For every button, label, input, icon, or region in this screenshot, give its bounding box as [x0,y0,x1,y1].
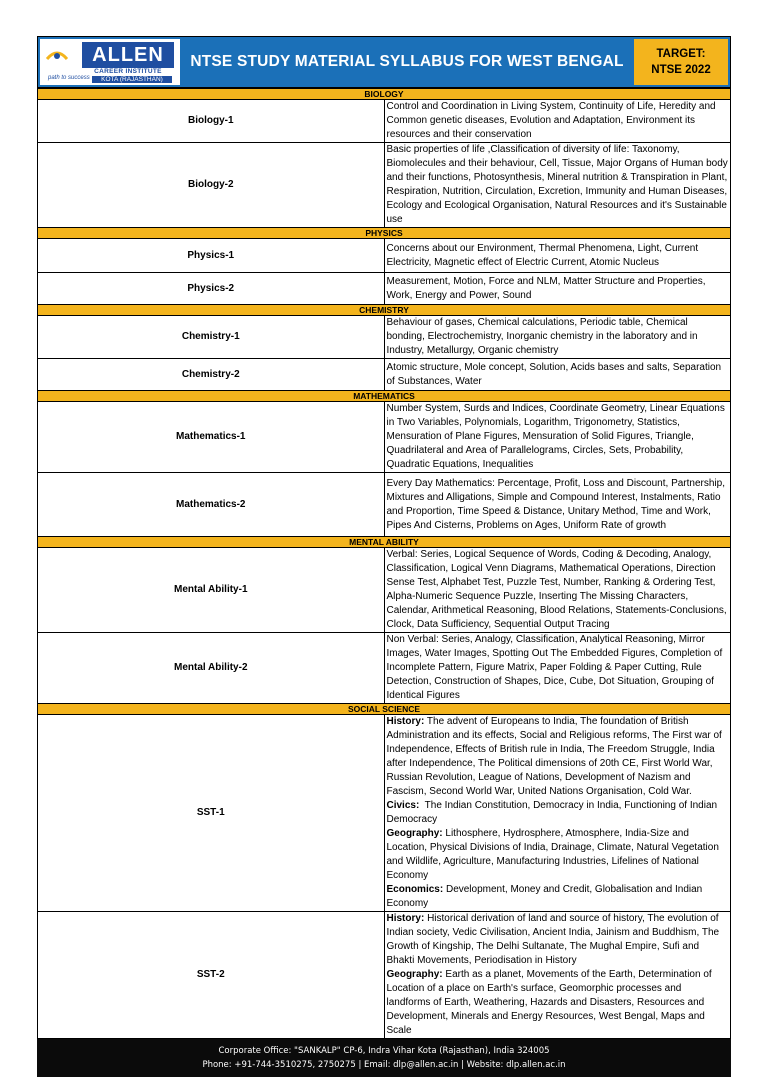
footer-contact: Phone: +91-744-3510275, 2750275 | Email: dlp@allen.ac.in | Website: dlp.allen.ac.in [202,1060,566,1070]
target-value: NTSE 2022 [651,64,711,76]
row-label: SST-2 [38,912,385,1039]
section-header-row [38,89,731,100]
section-header-row [38,537,731,548]
page-title: NTSE STUDY MATERIAL SYLLABUS FOR WEST BENGAL [190,53,624,70]
footer-address: Corporate Office: "SANKALP" CP-6, Indra Vihar Kota (Rajasthan), India 324005 [218,1046,550,1056]
row-label: Biology-1 [38,100,385,143]
row-label: Biology-2 [38,143,385,228]
row-content [384,633,731,704]
topic-paragraph [387,827,729,883]
topic-text: Control and Coordination in Living System, Continuity of Life, Heredity and Common genetic diseases, Evolution and Adaptation, Environment its resources and their conservation [386,101,716,140]
row-label: Mathematics-2 [38,473,385,537]
allen-logo [40,39,180,85]
topic-text: Verbal: Series, Logical Sequence of Words, Coding & Decoding, Analogy, Classification, Logical Venn Diagrams, Mathematical Operations, Direction Sense Test, Alphabet Test, Puzzle Test, Number, Ranking & Ordering Test, Alpha-Numeric Sequence Puzzle, Inserting The Missing Characters, Calendar, Arithmetical Reasoning, Blood Relations, Statements-Conclusions, Clock, Data Sufficiency, Sequential Output Tracing [386,549,727,630]
section-title: MATHEMATICS [38,391,731,402]
table-row [38,273,731,305]
row-content [384,100,731,143]
row-content [384,273,731,305]
topic-text: Measurement, Motion, Force and NLM, Matter Structure and Properties, Work, Energy and Power, Sound [386,275,706,301]
table-row [38,715,731,912]
row-content [384,359,731,391]
topic-text: The advent of Europeans to India, The foundation of British Administration and its effects, Social and Religious reforms, The First war of Independence, Effects of British rule in India, The Freedom Struggle, India after Independence, The Political dimensions of 20th CE, First World War, Russian Revolution, League of Nations, Development of Nazism and Fascism, Second World War, United Nations Organisation, Cold War. [386,716,725,797]
section-header-row [38,228,731,239]
row-label: Chemistry-2 [38,359,385,391]
section-title: MENTAL ABILITY [38,537,731,548]
row-content [384,402,731,473]
topic-paragraph [387,968,729,1038]
section-header-row [38,305,731,316]
syllabus-page [37,36,731,1077]
target-label: TARGET: [656,48,706,60]
row-label: Physics-1 [38,239,385,273]
topic-text: Number System, Surds and Indices, Coordinate Geometry, Linear Equations in Two Variables, Polynomials, Logarithm, Trigonometry, Statistics, Mensuration of Plane Figures, Mensuration of Solid Figures, Triangle, Quadrilateral and Area of Parallelograms, Circles, Sets, Probability, Quadratic Equations, Inequalities [386,403,725,470]
topic-paragraph [387,715,729,799]
topic-key: Civics: [386,800,420,811]
section-title: SOCIAL SCIENCE [38,704,731,715]
topic-text: Concerns about our Environment, Thermal Phenomena, Light, Current Electricity, Magnetic effect of Electric Current, Atomic Nucleus [386,242,699,268]
table-row [38,143,731,228]
row-content [384,239,731,273]
table-row [38,633,731,704]
row-content [384,548,731,633]
row-content [384,912,731,1039]
topic-text: Lithosphere, Hydrosphere, Atmosphere, India-Size and Location, Physical Divisions of India, Drainage, Climate, Natural Vegetation and Wildlife, Agriculture, Manufacturing Industries, Lifelines of National Economy [386,828,722,881]
syllabus-table [37,88,731,1039]
topic-key: History: [386,913,425,924]
table-row [38,912,731,1039]
table-row [38,100,731,143]
logo-line1: CAREER INSTITUTE [94,68,162,75]
topic-text: Atomic structure, Mole concept, Solution, Acids bases and salts, Separation of Substances, Water [386,361,722,387]
target-badge [634,39,728,85]
row-content [384,473,731,537]
table-row [38,473,731,537]
row-content [384,143,731,228]
topic-text: Behaviour of gases, Chemical calculations, Periodic table, Chemical bonding, Electrochemistry, Inorganic chemistry in the laboratory and in Industry, Metallurgy, Organic chemistry [386,317,698,356]
topic-text: Every Day Mathematics: Percentage, Profit, Loss and Discount, Partnership, Mixtures and Alligations, Simple and Compound Interest, Instalments, Ratio and Proportion, Time Speed & Distance, Unitary Method, Time and Work, Pipes And Cisterns, Problems on Ages, Uniform Rate of growth [386,477,725,531]
topic-text: The Indian Constitution, Democracy in India, Functioning of Indian Democracy [386,800,720,825]
topic-key: Geography: [386,828,443,839]
row-label: SST-1 [38,715,385,912]
row-label: Chemistry-1 [38,316,385,359]
row-content [384,715,731,912]
section-header-row [38,704,731,715]
topic-paragraph [387,799,729,827]
logo-brand: ALLEN [82,42,174,68]
topic-text: Basic properties of life ,Classification of diversity of life: Taxonomy, Biomolecules and their behaviour, Cell, Tissue, Major Organs of Human body and their functions, Photosynthesis, Mineral nutrition & Transpiration in Plant, Respiration, Nutrition, Circulation, Excretion, Immunity and Human Diseases, Ecology and Ecological Organisation, Natural Resources and it's Sustainable use [386,144,728,225]
table-row [38,316,731,359]
section-header-row [38,391,731,402]
section-title: PHYSICS [38,228,731,239]
topic-paragraph [387,883,729,911]
section-title: CHEMISTRY [38,305,731,316]
row-label: Mental Ability-1 [38,548,385,633]
footer [37,1039,731,1077]
row-content [384,316,731,359]
table-row [38,548,731,633]
topic-text: Historical derivation of land and source of history, The evolution of Indian society, Vedic Civilisation, Ancient India, Jainism and Buddhism, The Growth of Kingship, The Delhi Sultanate, The Mughal Empire, Sufi and Bhakti Movements, Periodisation in History [386,913,722,966]
row-label: Mathematics-1 [38,402,385,473]
topic-text: Non Verbal: Series, Analogy, Classification, Analytical Reasoning, Mirror Images, Water Images, Spotting Out The Embedded Figures, Completion of Incomplete Pattern, Figure Matrix, Paper Folding & Paper Cutting, Rule Detection, Construction of Shapes, Dice, Cube, Dot Situation, Grouping of Identical Figures [386,634,723,701]
topic-paragraph [387,912,729,968]
table-row [38,359,731,391]
topic-key: History: [386,716,425,727]
logo-emblem-icon [46,47,68,61]
row-label: Physics-2 [38,273,385,305]
topic-text: Earth as a planet, Movements of the Earth, Determination of Location of a place on Earth's surface, Geomorphic processes and landforms of Earth, Weathering, Hazards and Disasters, Resources and Development, Minerals and Energy Resources, West Bengal, Maps and Scale [386,969,715,1036]
topic-key: Geography: [386,969,443,980]
row-label: Mental Ability-2 [38,633,385,704]
topic-key: Economics: [386,884,444,895]
section-title: BIOLOGY [38,89,731,100]
logo-tagline: path to success [48,75,90,81]
table-row [38,402,731,473]
table-row [38,239,731,273]
logo-line2: KOTA (RAJASTHAN) [92,76,172,83]
topic-text: Development, Money and Credit, Globalisation and Indian Economy [386,884,706,909]
header-bar [37,36,731,88]
